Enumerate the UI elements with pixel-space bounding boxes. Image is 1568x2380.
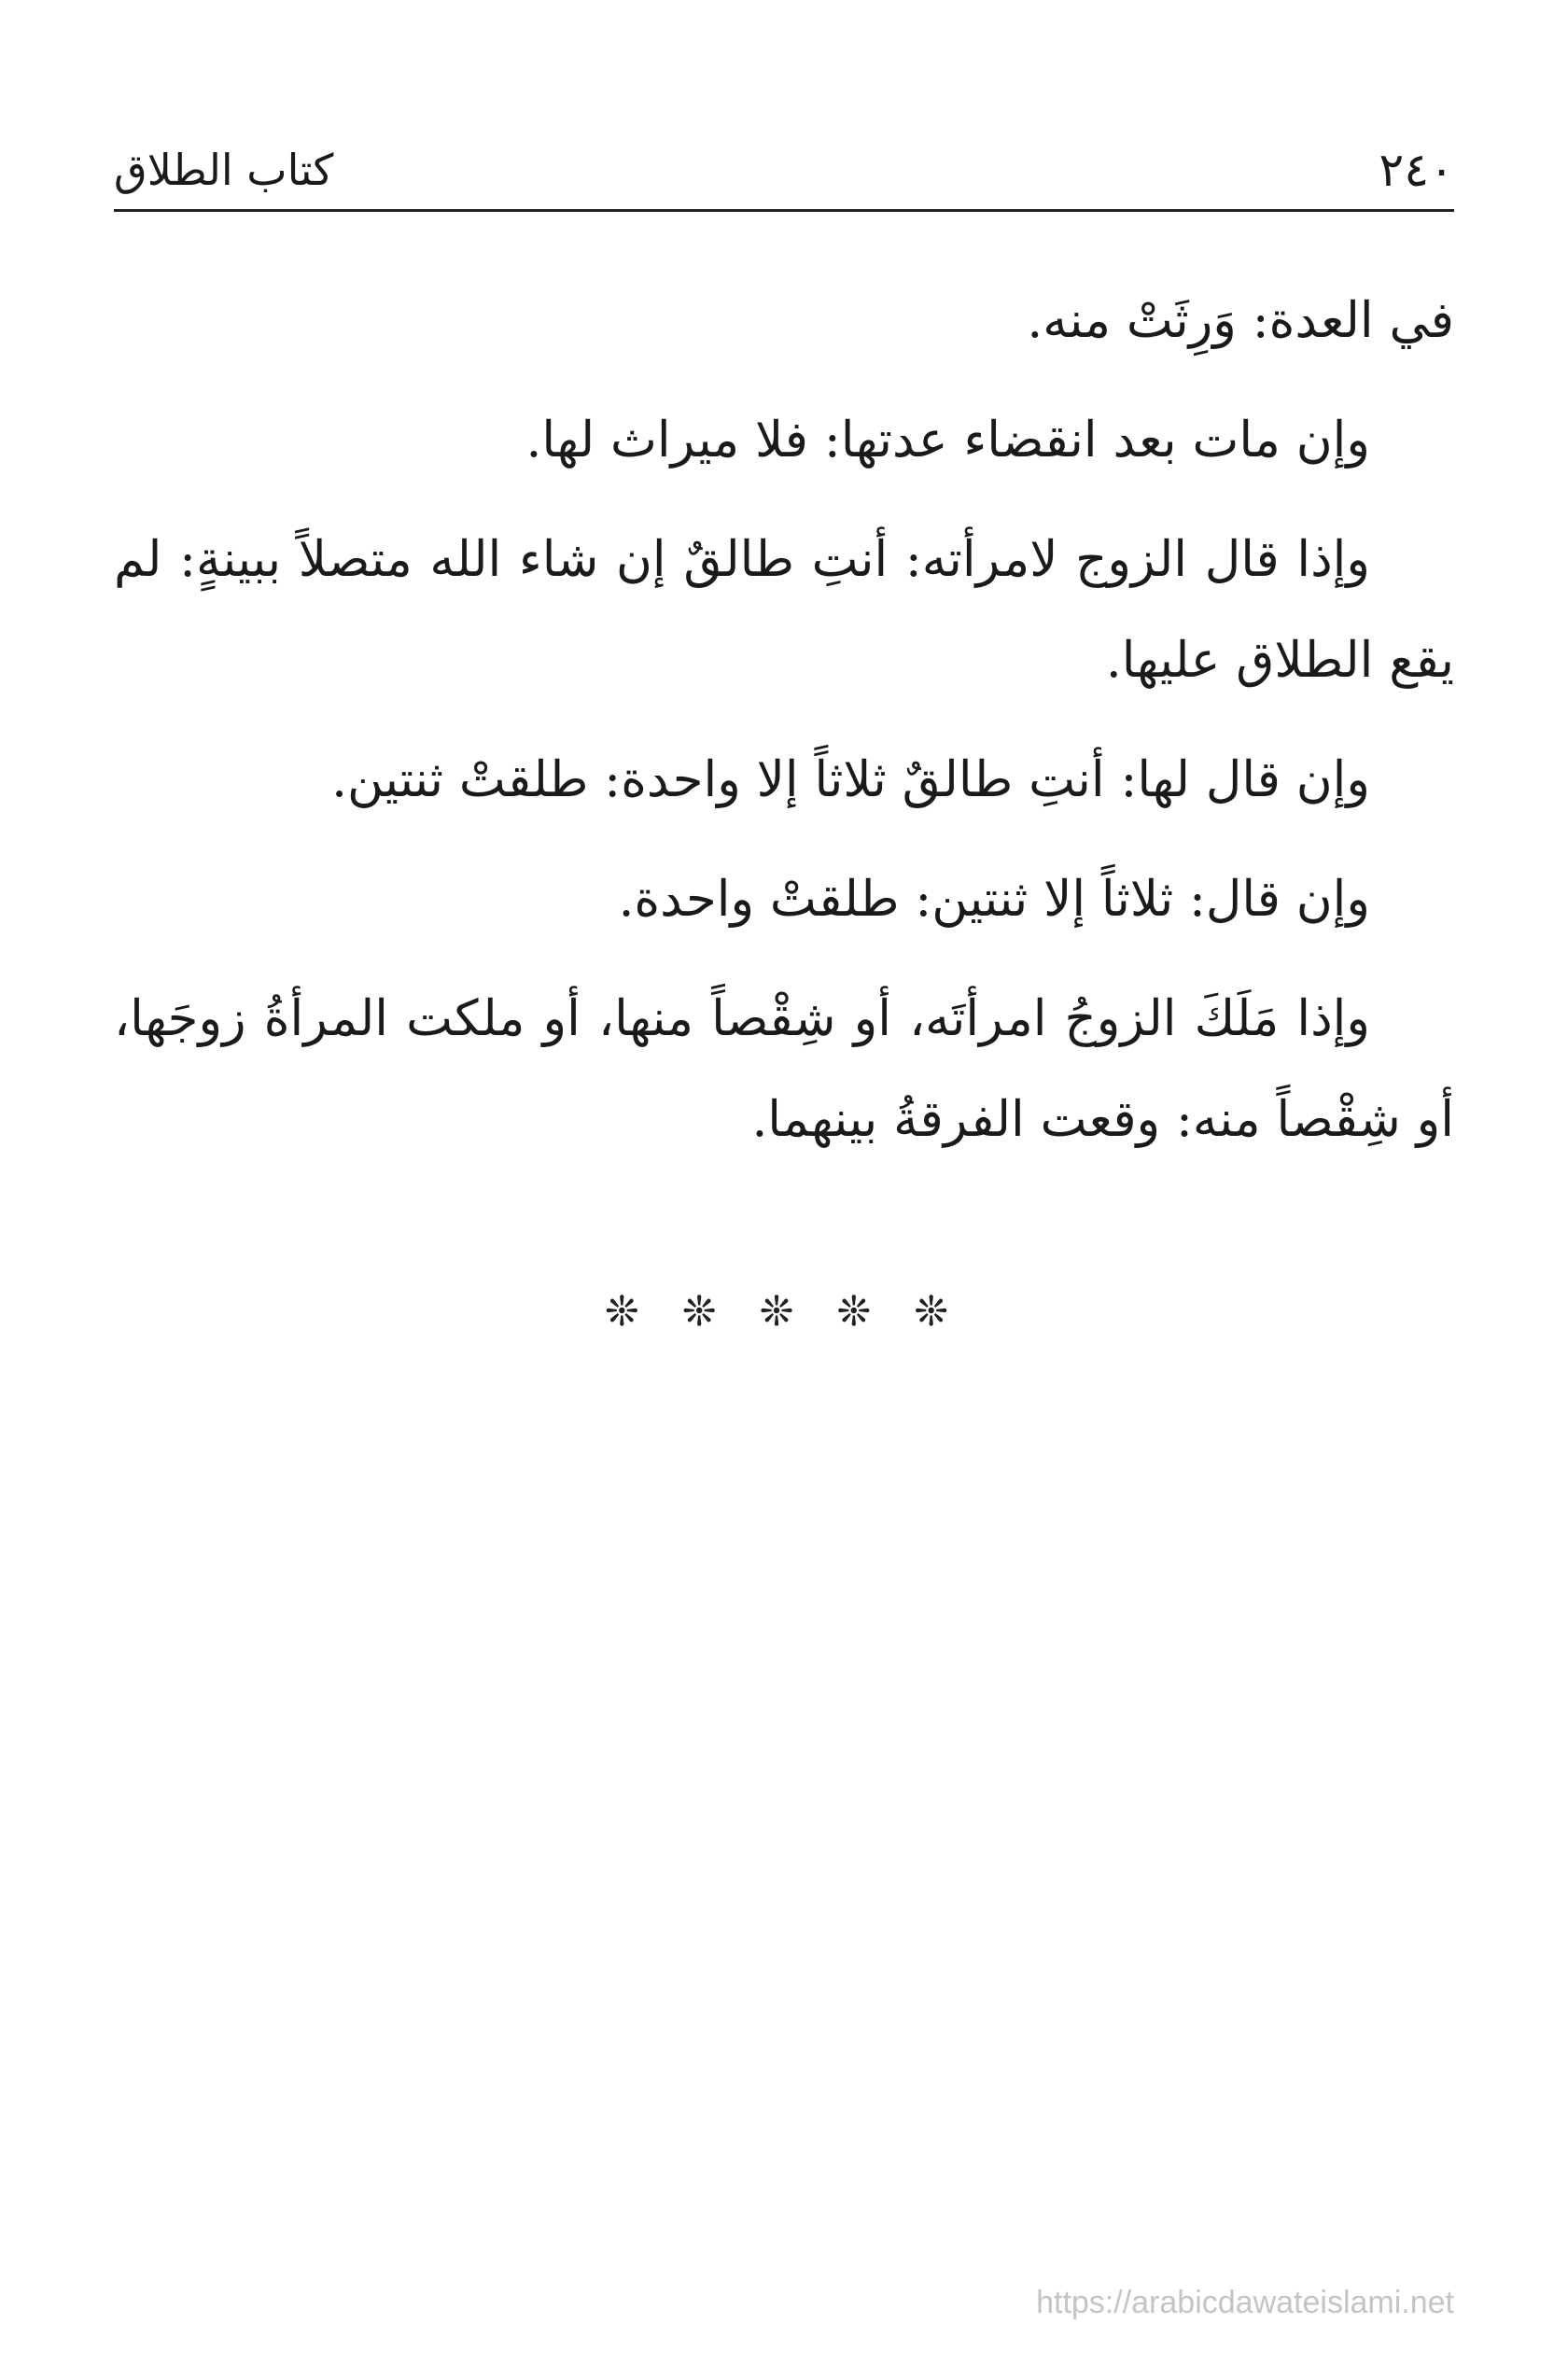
paragraph-1: في العدة: وَرِثَتْ منه. <box>1027 292 1454 349</box>
page-body <box>114 271 1454 1189</box>
page-number: ٢٤٠ <box>1379 143 1454 197</box>
paragraph-4: وإن قال لها: أنتِ طالقٌ ثلاثاً إلا واحدة: طلقتْ ثنتين. <box>331 751 1370 808</box>
book-title: كتاب الطلاق <box>114 145 334 195</box>
watermark-url: https://arabicdawateislami.net <box>1036 2285 1454 2320</box>
header-divider <box>114 209 1454 212</box>
paragraph-5: وإن قال: ثلاثاً إلا ثنتين: طلقتْ واحدة. <box>618 871 1370 928</box>
page-header <box>114 131 1454 215</box>
paragraph-6: وإذا مَلَكَ الزوجُ امرأتَه، أو شِقْصاً منها، أو ملكت المرأةُ زوجَها، أو شِقْصاً منه: وقعت الفرقةُ بينهما. <box>114 990 1454 1148</box>
paragraph-2: وإن مات بعد انقضاء عدتها: فلا ميراث لها. <box>525 412 1370 469</box>
section-separator-stars: ❊ ❊ ❊ ❊ ❊ <box>604 1288 964 1336</box>
paragraph-3: وإذا قال الزوج لامرأته: أنتِ طالقٌ إن شاء الله متصلاً ببينةٍ: لم يقع الطلاق عليها. <box>114 531 1454 689</box>
